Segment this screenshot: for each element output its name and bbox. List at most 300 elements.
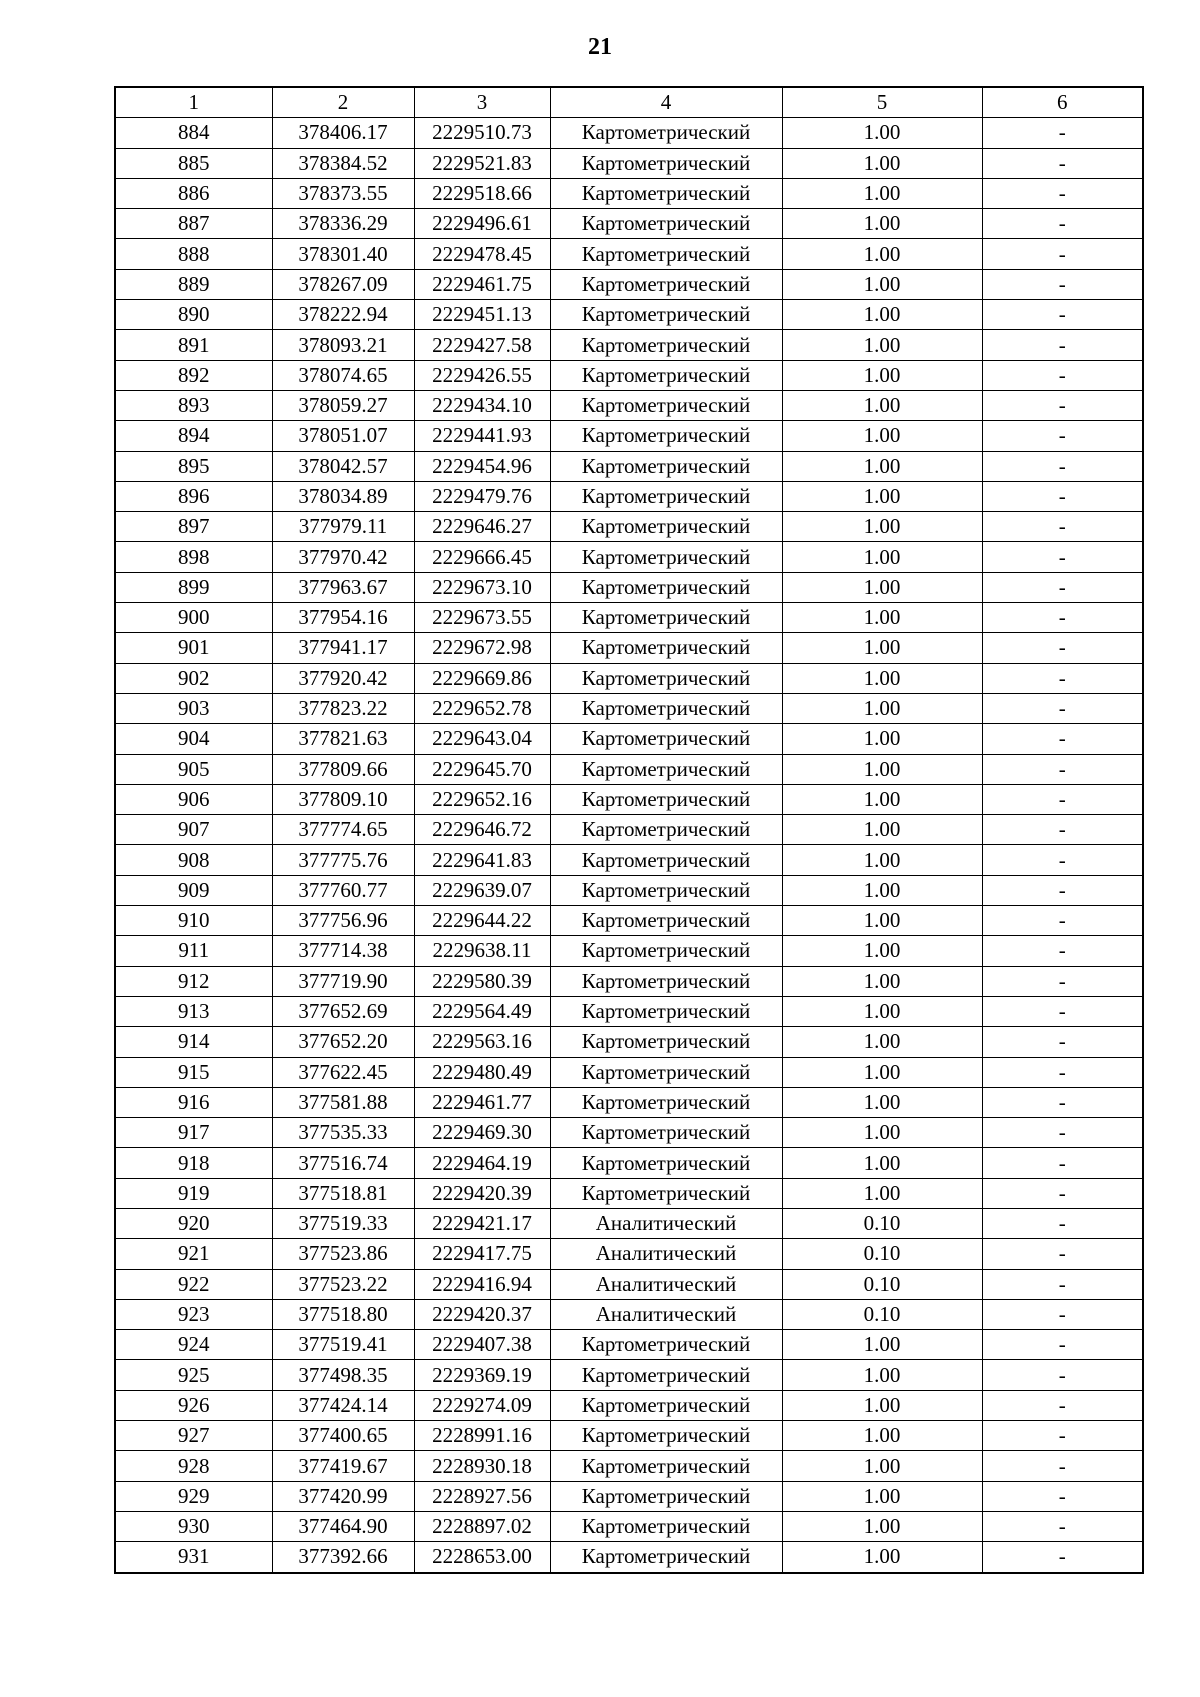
- y-coordinate-cell: 2229645.70: [414, 754, 550, 784]
- y-coordinate-cell: 2229643.04: [414, 724, 550, 754]
- y-coordinate-cell: 2229274.09: [414, 1390, 550, 1420]
- x-coordinate-cell: 377519.41: [272, 1330, 414, 1360]
- x-coordinate-cell: 378042.57: [272, 451, 414, 481]
- method-cell: Картометрический: [550, 996, 782, 1026]
- note-cell: -: [982, 1178, 1143, 1208]
- note-cell: -: [982, 300, 1143, 330]
- y-coordinate-cell: 2229369.19: [414, 1360, 550, 1390]
- y-coordinate-cell: 2229480.49: [414, 1057, 550, 1087]
- table-row: [115, 390, 1143, 420]
- point-number-cell: 928: [115, 1451, 272, 1481]
- method-cell: Картометрический: [550, 1148, 782, 1178]
- x-coordinate-cell: 377518.80: [272, 1299, 414, 1329]
- point-number-cell: 920: [115, 1208, 272, 1238]
- note-cell: -: [982, 1269, 1143, 1299]
- method-cell: Картометрический: [550, 1542, 782, 1573]
- x-coordinate-cell: 378034.89: [272, 481, 414, 511]
- method-cell: Картометрический: [550, 693, 782, 723]
- y-coordinate-cell: 2229420.39: [414, 1178, 550, 1208]
- x-coordinate-cell: 377498.35: [272, 1360, 414, 1390]
- accuracy-cell: 1.00: [782, 1148, 982, 1178]
- accuracy-cell: 1.00: [782, 481, 982, 511]
- table-row: [115, 724, 1143, 754]
- x-coordinate-cell: 377392.66: [272, 1542, 414, 1573]
- x-coordinate-cell: 377516.74: [272, 1148, 414, 1178]
- table-row: [115, 239, 1143, 269]
- method-cell: Картометрический: [550, 178, 782, 208]
- note-cell: -: [982, 330, 1143, 360]
- table-row: [115, 512, 1143, 542]
- accuracy-cell: 1.00: [782, 693, 982, 723]
- method-cell: Картометрический: [550, 1390, 782, 1420]
- accuracy-cell: 1.00: [782, 1027, 982, 1057]
- accuracy-cell: 1.00: [782, 1087, 982, 1117]
- table-row: [115, 1027, 1143, 1057]
- note-cell: -: [982, 360, 1143, 390]
- y-coordinate-cell: 2229479.76: [414, 481, 550, 511]
- method-cell: Картометрический: [550, 572, 782, 602]
- x-coordinate-cell: 378074.65: [272, 360, 414, 390]
- y-coordinate-cell: 2229461.75: [414, 269, 550, 299]
- table-row: [115, 1239, 1143, 1269]
- y-coordinate-cell: 2228653.00: [414, 1542, 550, 1573]
- x-coordinate-cell: 377963.67: [272, 572, 414, 602]
- point-number-cell: 922: [115, 1269, 272, 1299]
- method-cell: Картометрический: [550, 1027, 782, 1057]
- method-cell: Картометрический: [550, 1360, 782, 1390]
- method-cell: Картометрический: [550, 1330, 782, 1360]
- point-number-cell: 919: [115, 1178, 272, 1208]
- accuracy-cell: 0.10: [782, 1239, 982, 1269]
- note-cell: -: [982, 269, 1143, 299]
- accuracy-cell: 1.00: [782, 330, 982, 360]
- note-cell: -: [982, 451, 1143, 481]
- y-coordinate-cell: 2229673.10: [414, 572, 550, 602]
- accuracy-cell: 1.00: [782, 633, 982, 663]
- method-cell: Картометрический: [550, 148, 782, 178]
- note-cell: -: [982, 1451, 1143, 1481]
- note-cell: -: [982, 815, 1143, 845]
- accuracy-cell: 1.00: [782, 360, 982, 390]
- table-row: [115, 1330, 1143, 1360]
- y-coordinate-cell: 2229666.45: [414, 542, 550, 572]
- table-row: [115, 421, 1143, 451]
- y-coordinate-cell: 2229652.16: [414, 784, 550, 814]
- x-coordinate-cell: 377760.77: [272, 875, 414, 905]
- note-cell: -: [982, 481, 1143, 511]
- accuracy-cell: 1.00: [782, 1542, 982, 1573]
- header-cell-6: 6: [982, 87, 1143, 118]
- table-row: [115, 1299, 1143, 1329]
- note-cell: -: [982, 1330, 1143, 1360]
- y-coordinate-cell: 2229580.39: [414, 966, 550, 996]
- table-row: [115, 451, 1143, 481]
- y-coordinate-cell: 2229646.72: [414, 815, 550, 845]
- y-coordinate-cell: 2228927.56: [414, 1481, 550, 1511]
- table-row: [115, 693, 1143, 723]
- point-number-cell: 905: [115, 754, 272, 784]
- x-coordinate-cell: 378373.55: [272, 178, 414, 208]
- accuracy-cell: 1.00: [782, 1360, 982, 1390]
- method-cell: Картометрический: [550, 390, 782, 420]
- coordinates-table: [114, 86, 1144, 1574]
- method-cell: Аналитический: [550, 1299, 782, 1329]
- note-cell: -: [982, 693, 1143, 723]
- table-row: [115, 1087, 1143, 1117]
- method-cell: Картометрический: [550, 906, 782, 936]
- point-number-cell: 926: [115, 1390, 272, 1420]
- x-coordinate-cell: 377622.45: [272, 1057, 414, 1087]
- point-number-cell: 918: [115, 1148, 272, 1178]
- table-row: [115, 936, 1143, 966]
- note-cell: -: [982, 1208, 1143, 1238]
- method-cell: Картометрический: [550, 239, 782, 269]
- x-coordinate-cell: 377719.90: [272, 966, 414, 996]
- header-cell-3: 3: [414, 87, 550, 118]
- point-number-cell: 927: [115, 1421, 272, 1451]
- y-coordinate-cell: 2229644.22: [414, 906, 550, 936]
- note-cell: -: [982, 784, 1143, 814]
- x-coordinate-cell: 377652.69: [272, 996, 414, 1026]
- method-cell: Картометрический: [550, 421, 782, 451]
- x-coordinate-cell: 377424.14: [272, 1390, 414, 1420]
- accuracy-cell: 1.00: [782, 1421, 982, 1451]
- x-coordinate-cell: 377400.65: [272, 1421, 414, 1451]
- method-cell: Картометрический: [550, 360, 782, 390]
- y-coordinate-cell: 2229639.07: [414, 875, 550, 905]
- x-coordinate-cell: 377535.33: [272, 1118, 414, 1148]
- y-coordinate-cell: 2229518.66: [414, 178, 550, 208]
- note-cell: -: [982, 996, 1143, 1026]
- table-row: [115, 906, 1143, 936]
- y-coordinate-cell: 2229673.55: [414, 603, 550, 633]
- table-row: [115, 572, 1143, 602]
- y-coordinate-cell: 2229496.61: [414, 209, 550, 239]
- point-number-cell: 904: [115, 724, 272, 754]
- table-row: [115, 784, 1143, 814]
- x-coordinate-cell: 377581.88: [272, 1087, 414, 1117]
- note-cell: -: [982, 754, 1143, 784]
- x-coordinate-cell: 377756.96: [272, 906, 414, 936]
- table-row: [115, 875, 1143, 905]
- accuracy-cell: 1.00: [782, 572, 982, 602]
- table-row: [115, 845, 1143, 875]
- x-coordinate-cell: 378384.52: [272, 148, 414, 178]
- method-cell: Картометрический: [550, 1451, 782, 1481]
- y-coordinate-cell: 2229426.55: [414, 360, 550, 390]
- y-coordinate-cell: 2229638.11: [414, 936, 550, 966]
- table-header: [115, 87, 1143, 118]
- point-number-cell: 925: [115, 1360, 272, 1390]
- x-coordinate-cell: 377970.42: [272, 542, 414, 572]
- method-cell: Картометрический: [550, 754, 782, 784]
- method-cell: Картометрический: [550, 451, 782, 481]
- table-row: [115, 300, 1143, 330]
- header-cell-5: 5: [782, 87, 982, 118]
- accuracy-cell: 0.10: [782, 1299, 982, 1329]
- point-number-cell: 906: [115, 784, 272, 814]
- accuracy-cell: 1.00: [782, 209, 982, 239]
- accuracy-cell: 1.00: [782, 451, 982, 481]
- point-number-cell: 915: [115, 1057, 272, 1087]
- table-row: [115, 1269, 1143, 1299]
- table-row: [115, 1542, 1143, 1573]
- accuracy-cell: 1.00: [782, 663, 982, 693]
- point-number-cell: 885: [115, 148, 272, 178]
- note-cell: -: [982, 966, 1143, 996]
- method-cell: Аналитический: [550, 1239, 782, 1269]
- x-coordinate-cell: 377775.76: [272, 845, 414, 875]
- note-cell: -: [982, 845, 1143, 875]
- table-row: [115, 633, 1143, 663]
- method-cell: Аналитический: [550, 1269, 782, 1299]
- accuracy-cell: 1.00: [782, 390, 982, 420]
- x-coordinate-cell: 378222.94: [272, 300, 414, 330]
- point-number-cell: 895: [115, 451, 272, 481]
- table-row: [115, 118, 1143, 148]
- note-cell: -: [982, 178, 1143, 208]
- note-cell: -: [982, 1057, 1143, 1087]
- accuracy-cell: 1.00: [782, 1118, 982, 1148]
- method-cell: Картометрический: [550, 209, 782, 239]
- table-row: [115, 269, 1143, 299]
- table-row: [115, 209, 1143, 239]
- x-coordinate-cell: 377809.66: [272, 754, 414, 784]
- method-cell: Картометрический: [550, 966, 782, 996]
- header-row: [115, 87, 1143, 118]
- table-row: [115, 1208, 1143, 1238]
- note-cell: -: [982, 1299, 1143, 1329]
- table-row: [115, 815, 1143, 845]
- y-coordinate-cell: 2229441.93: [414, 421, 550, 451]
- note-cell: -: [982, 906, 1143, 936]
- method-cell: Картометрический: [550, 1118, 782, 1148]
- accuracy-cell: 1.00: [782, 512, 982, 542]
- accuracy-cell: 1.00: [782, 239, 982, 269]
- y-coordinate-cell: 2229669.86: [414, 663, 550, 693]
- x-coordinate-cell: 377823.22: [272, 693, 414, 723]
- y-coordinate-cell: 2229563.16: [414, 1027, 550, 1057]
- table-row: [115, 1360, 1143, 1390]
- method-cell: Картометрический: [550, 330, 782, 360]
- y-coordinate-cell: 2229416.94: [414, 1269, 550, 1299]
- note-cell: -: [982, 118, 1143, 148]
- accuracy-cell: 1.00: [782, 996, 982, 1026]
- method-cell: Картометрический: [550, 815, 782, 845]
- y-coordinate-cell: 2229421.17: [414, 1208, 550, 1238]
- accuracy-cell: 1.00: [782, 178, 982, 208]
- point-number-cell: 931: [115, 1542, 272, 1573]
- accuracy-cell: 1.00: [782, 1057, 982, 1087]
- accuracy-cell: 1.00: [782, 724, 982, 754]
- y-coordinate-cell: 2229652.78: [414, 693, 550, 723]
- point-number-cell: 888: [115, 239, 272, 269]
- point-number-cell: 886: [115, 178, 272, 208]
- method-cell: Картометрический: [550, 936, 782, 966]
- accuracy-cell: 1.00: [782, 542, 982, 572]
- point-number-cell: 898: [115, 542, 272, 572]
- accuracy-cell: 1.00: [782, 875, 982, 905]
- note-cell: -: [982, 239, 1143, 269]
- point-number-cell: 912: [115, 966, 272, 996]
- y-coordinate-cell: 2229461.77: [414, 1087, 550, 1117]
- table-row: [115, 1421, 1143, 1451]
- y-coordinate-cell: 2229478.45: [414, 239, 550, 269]
- note-cell: -: [982, 875, 1143, 905]
- table-row: [115, 754, 1143, 784]
- note-cell: -: [982, 1511, 1143, 1541]
- table-body: [115, 118, 1143, 1573]
- y-coordinate-cell: 2229641.83: [414, 845, 550, 875]
- y-coordinate-cell: 2229420.37: [414, 1299, 550, 1329]
- method-cell: Картометрический: [550, 784, 782, 814]
- note-cell: -: [982, 542, 1143, 572]
- x-coordinate-cell: 377941.17: [272, 633, 414, 663]
- y-coordinate-cell: 2229427.58: [414, 330, 550, 360]
- accuracy-cell: 1.00: [782, 845, 982, 875]
- accuracy-cell: 1.00: [782, 1330, 982, 1360]
- accuracy-cell: 1.00: [782, 300, 982, 330]
- note-cell: -: [982, 633, 1143, 663]
- accuracy-cell: 1.00: [782, 1178, 982, 1208]
- point-number-cell: 894: [115, 421, 272, 451]
- point-number-cell: 913: [115, 996, 272, 1026]
- point-number-cell: 903: [115, 693, 272, 723]
- method-cell: Картометрический: [550, 724, 782, 754]
- point-number-cell: 924: [115, 1330, 272, 1360]
- point-number-cell: 914: [115, 1027, 272, 1057]
- accuracy-cell: 1.00: [782, 815, 982, 845]
- note-cell: -: [982, 1118, 1143, 1148]
- table-row: [115, 1481, 1143, 1511]
- table-row: [115, 1178, 1143, 1208]
- method-cell: Картометрический: [550, 663, 782, 693]
- point-number-cell: 911: [115, 936, 272, 966]
- y-coordinate-cell: 2228991.16: [414, 1421, 550, 1451]
- table-row: [115, 1148, 1143, 1178]
- note-cell: -: [982, 390, 1143, 420]
- table-row: [115, 148, 1143, 178]
- table-row: [115, 330, 1143, 360]
- method-cell: Картометрический: [550, 542, 782, 572]
- note-cell: -: [982, 421, 1143, 451]
- table-row: [115, 966, 1143, 996]
- note-cell: -: [982, 148, 1143, 178]
- point-number-cell: 893: [115, 390, 272, 420]
- accuracy-cell: 1.00: [782, 1451, 982, 1481]
- method-cell: Картометрический: [550, 300, 782, 330]
- accuracy-cell: 1.00: [782, 603, 982, 633]
- note-cell: -: [982, 512, 1143, 542]
- note-cell: -: [982, 1390, 1143, 1420]
- x-coordinate-cell: 377519.33: [272, 1208, 414, 1238]
- point-number-cell: 907: [115, 815, 272, 845]
- method-cell: Картометрический: [550, 1087, 782, 1117]
- accuracy-cell: 1.00: [782, 118, 982, 148]
- y-coordinate-cell: 2229521.83: [414, 148, 550, 178]
- accuracy-cell: 1.00: [782, 754, 982, 784]
- point-number-cell: 890: [115, 300, 272, 330]
- table-row: [115, 1511, 1143, 1541]
- point-number-cell: 891: [115, 330, 272, 360]
- x-coordinate-cell: 377714.38: [272, 936, 414, 966]
- table-row: [115, 996, 1143, 1026]
- x-coordinate-cell: 377954.16: [272, 603, 414, 633]
- y-coordinate-cell: 2229434.10: [414, 390, 550, 420]
- point-number-cell: 900: [115, 603, 272, 633]
- accuracy-cell: 0.10: [782, 1269, 982, 1299]
- method-cell: Картометрический: [550, 512, 782, 542]
- table-row: [115, 178, 1143, 208]
- accuracy-cell: 1.00: [782, 421, 982, 451]
- note-cell: -: [982, 1421, 1143, 1451]
- method-cell: Картометрический: [550, 118, 782, 148]
- point-number-cell: 909: [115, 875, 272, 905]
- method-cell: Картометрический: [550, 481, 782, 511]
- point-number-cell: 892: [115, 360, 272, 390]
- point-number-cell: 921: [115, 1239, 272, 1269]
- note-cell: -: [982, 1239, 1143, 1269]
- x-coordinate-cell: 377464.90: [272, 1511, 414, 1541]
- x-coordinate-cell: 377652.20: [272, 1027, 414, 1057]
- y-coordinate-cell: 2228930.18: [414, 1451, 550, 1481]
- y-coordinate-cell: 2229454.96: [414, 451, 550, 481]
- y-coordinate-cell: 2228897.02: [414, 1511, 550, 1541]
- x-coordinate-cell: 377419.67: [272, 1451, 414, 1481]
- y-coordinate-cell: 2229417.75: [414, 1239, 550, 1269]
- header-cell-1: 1: [115, 87, 272, 118]
- method-cell: Картометрический: [550, 603, 782, 633]
- x-coordinate-cell: 378336.29: [272, 209, 414, 239]
- note-cell: -: [982, 572, 1143, 602]
- accuracy-cell: 1.00: [782, 1390, 982, 1420]
- y-coordinate-cell: 2229646.27: [414, 512, 550, 542]
- x-coordinate-cell: 377809.10: [272, 784, 414, 814]
- y-coordinate-cell: 2229407.38: [414, 1330, 550, 1360]
- x-coordinate-cell: 378051.07: [272, 421, 414, 451]
- point-number-cell: 917: [115, 1118, 272, 1148]
- x-coordinate-cell: 377979.11: [272, 512, 414, 542]
- point-number-cell: 929: [115, 1481, 272, 1511]
- accuracy-cell: 1.00: [782, 936, 982, 966]
- method-cell: Картометрический: [550, 1421, 782, 1451]
- y-coordinate-cell: 2229510.73: [414, 118, 550, 148]
- note-cell: -: [982, 209, 1143, 239]
- y-coordinate-cell: 2229564.49: [414, 996, 550, 1026]
- method-cell: Картометрический: [550, 269, 782, 299]
- note-cell: -: [982, 1360, 1143, 1390]
- point-number-cell: 887: [115, 209, 272, 239]
- point-number-cell: 899: [115, 572, 272, 602]
- accuracy-cell: 1.00: [782, 1481, 982, 1511]
- accuracy-cell: 1.00: [782, 1511, 982, 1541]
- point-number-cell: 902: [115, 663, 272, 693]
- x-coordinate-cell: 378059.27: [272, 390, 414, 420]
- point-number-cell: 930: [115, 1511, 272, 1541]
- y-coordinate-cell: 2229464.19: [414, 1148, 550, 1178]
- table-row: [115, 1057, 1143, 1087]
- x-coordinate-cell: 377523.22: [272, 1269, 414, 1299]
- method-cell: Картометрический: [550, 1481, 782, 1511]
- table-row: [115, 360, 1143, 390]
- method-cell: Картометрический: [550, 1178, 782, 1208]
- point-number-cell: 896: [115, 481, 272, 511]
- x-coordinate-cell: 378267.09: [272, 269, 414, 299]
- point-number-cell: 889: [115, 269, 272, 299]
- header-cell-2: 2: [272, 87, 414, 118]
- accuracy-cell: 1.00: [782, 269, 982, 299]
- table-row: [115, 1390, 1143, 1420]
